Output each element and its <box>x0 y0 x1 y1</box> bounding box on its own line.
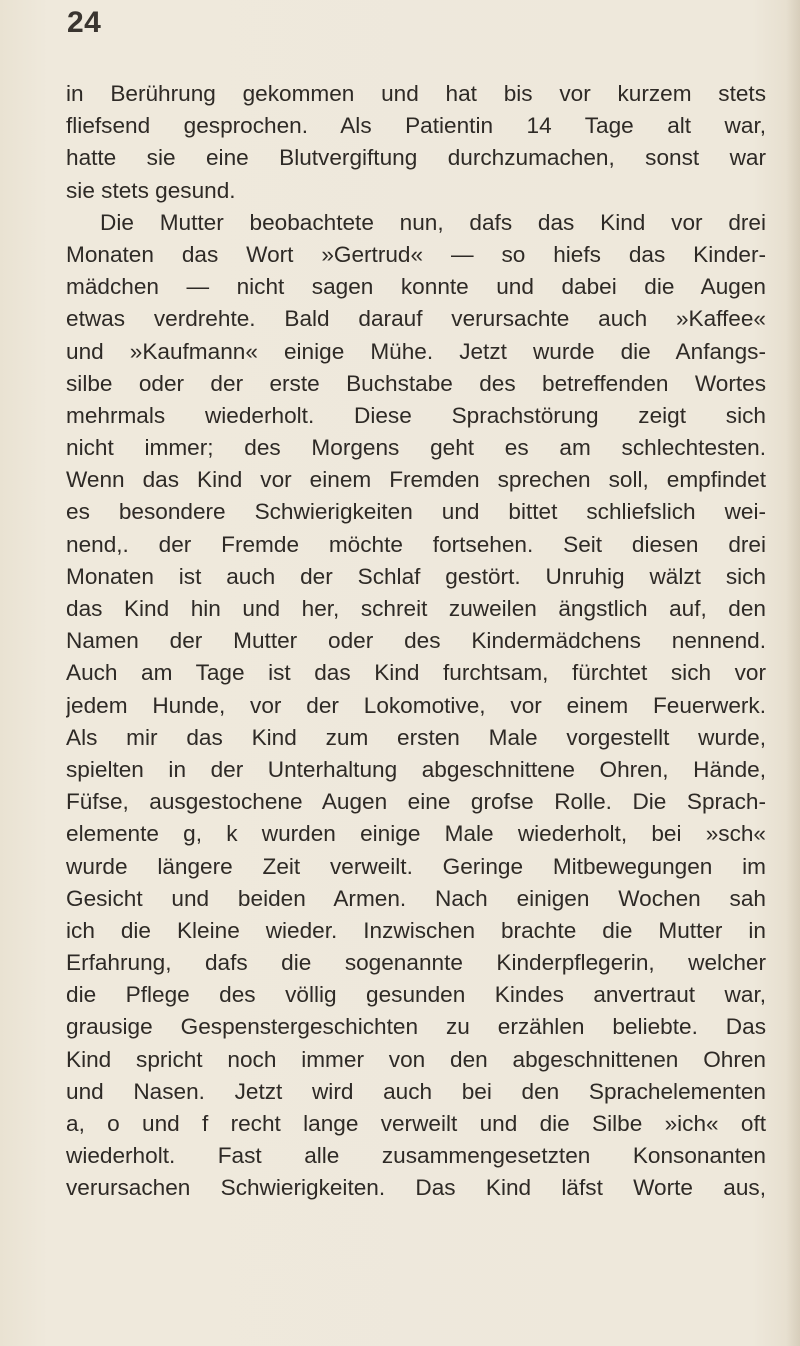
text-line: elemente g, k wurden einige Male wiederholt, bei »sch« <box>66 821 766 847</box>
text-line: nicht immer; des Morgens geht es am schlechtesten. <box>66 435 766 461</box>
text-line: Monaten das Wort »Gertrud« — so hiefs das Kinder- <box>66 241 766 267</box>
text-line: ich die Kleine wieder. Inzwischen brachte die Mutter in <box>66 917 766 943</box>
text-line: Gesicht und beiden Armen. Nach einigen Wochen sah <box>66 885 766 911</box>
text-line: Erfahrung, dafs die sogenannte Kinderpflegerin, welcher <box>66 950 766 976</box>
text-line: Namen der Mutter oder des Kindermädchens nennend. <box>66 628 766 654</box>
text-line: mädchen — nicht sagen konnte und dabei die Augen <box>66 274 766 300</box>
text-line: Füfse, ausgestochene Augen eine grofse Rolle. Die Sprach- <box>66 789 766 815</box>
text-line: und »Kaufmann« einige Mühe. Jetzt wurde die Anfangs- <box>66 338 766 364</box>
text-line: es besondere Schwierigkeiten und bittet schliefslich wei- <box>66 499 766 525</box>
text-line: verursachen Schwierigkeiten. Das Kind läfst Worte aus, <box>66 1175 766 1201</box>
text-line: a, o und f recht lange verweilt und die Silbe »ich« oft <box>66 1111 766 1136</box>
text-line: nend,. der Fremde möchte fortsehen. Seit diesen drei <box>66 531 766 557</box>
text-line: hatte sie eine Blutvergiftung durchzumachen, sonst war <box>66 145 766 171</box>
text-line: etwas verdrehte. Bald darauf verursachte auch »Kaffee« <box>66 306 766 332</box>
text-line: fliefsend gesprochen. Als Patientin 14 Tage alt war, <box>66 113 766 139</box>
text-line: in Berührung gekommen und hat bis vor kurzem stets <box>66 81 766 106</box>
text-line: Auch am Tage ist das Kind furchtsam, fürchtet sich vor <box>66 660 766 686</box>
text-line: silbe oder der erste Buchstabe des betreffenden Wortes <box>66 370 766 396</box>
text-line: Als mir das Kind zum ersten Male vorgestellt wurde, <box>66 724 766 750</box>
text-line: Monaten ist auch der Schlaf gestört. Unruhig wälzt sich <box>66 563 766 589</box>
text-line: spielten in der Unterhaltung abgeschnittene Ohren, Hände, <box>66 756 766 782</box>
page-number: 24 <box>67 6 102 39</box>
text-line: und Nasen. Jetzt wird auch bei den Sprachelementen <box>66 1078 766 1104</box>
text-line: jedem Hunde, vor der Lokomotive, vor einem Feuerwerk. <box>66 692 766 718</box>
text-line: Kind spricht noch immer von den abgeschnittenen Ohren <box>66 1046 766 1072</box>
text-line: die Pflege des völlig gesunden Kindes anvertraut war, <box>66 982 766 1008</box>
text-line: wurde längere Zeit verweilt. Geringe Mitbewegungen im <box>66 853 766 879</box>
text-line: Die Mutter beobachtete nun, dafs das Kind vor drei <box>100 209 766 235</box>
text-line: sie stets gesund. <box>66 177 236 203</box>
text-line: das Kind hin und her, schreit zuweilen ängstlich auf, den <box>66 596 766 621</box>
page-edge-shadow <box>786 0 800 1346</box>
text-line: mehrmals wiederholt. Diese Sprachstörung zeigt sich <box>66 402 766 428</box>
text-line: wiederholt. Fast alle zusammengesetzten Konsonanten <box>66 1143 766 1169</box>
text-line: grausige Gespenstergeschichten zu erzählen beliebte. Das <box>66 1014 766 1040</box>
text-line: Wenn das Kind vor einem Fremden sprechen soll, empfindet <box>66 467 766 493</box>
body-text <box>66 78 766 1205</box>
